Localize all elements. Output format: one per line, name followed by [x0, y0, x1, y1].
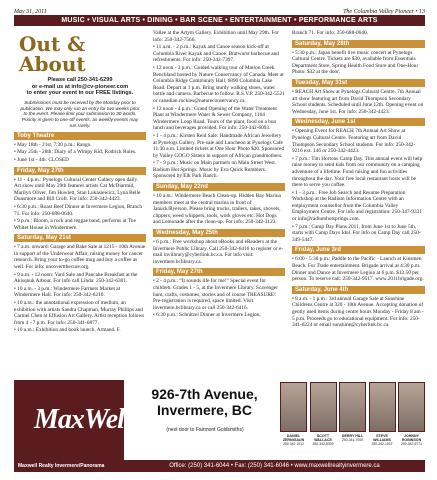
event-item: • 10 a.m. - 3 p.m.: Windermere Farmers Market at Windermere Hall. For info: 250-342-6210. [14, 285, 121, 299]
event-item: • 2 - 4 p.m.: “It sounds life for me!” Special event for children. Grades 1 - 5, at the Invermere Library. Scavenger hunt, crafts, costumes, stories and of course TREASURE! Pre-registration is required, space limited. Visit invermere.bclibrary.ca or call 250-342-6416. [153, 278, 278, 311]
publication-page: The Columbia Valley Pioneer • 13 [343, 9, 425, 15]
date-heading: Friday, June 3rd [292, 246, 425, 254]
event-item: • 10 a.m.: Exhibition and book launch, Armand. F. [14, 327, 121, 334]
event-item: • 11 - 4 p.m.: Pynelogs Cultural Center Gallery open daily. Art show until May 29th features artists Cat McDiarmid, Marilyn Oliver, Jim Howlett, Stan Lukasiewicz, Lyna Belle Dunsmore and Bill Croft. For info: 250-342-4423. [14, 176, 141, 203]
address-city: Invermere, BC [157, 402, 252, 418]
event-item: • 6 p.m.: Free workshop about eBooks and eReaders at the Invermere Public Library. Call 250-342-6416 to register or e-mail inviibrary@cyberlink.bc.ca. For info visit: invermere.bclibrary.ca. [153, 239, 284, 265]
location-tagline: (next door to Fairmont Goldsmiths) [166, 427, 244, 433]
column-2 [153, 30, 285, 320]
date-heading: Wednesday, June 1st [292, 118, 425, 126]
date-heading: Wednesday, May 25th [153, 229, 285, 237]
agent-phone: 250-342-5309 [312, 442, 334, 447]
agent-list [280, 382, 425, 460]
agent-photo [310, 382, 337, 432]
event-item: • 1 - 4 p.m.: Kirsten Reid Sale: Handmade African Jewellery at Pynelogs Gallery. Pre-sale and Luncheon at Pynelogs Cafe 11:30 a.m. Limited tickets at One Hour Photo $20. Sponsored by Valley GOGO Sisters in support of African grandmothers. [153, 132, 285, 159]
agent-photo [280, 382, 307, 432]
event-item: • 7 p.m.: Tim Hortons Camp Day. This annual event will help raise money to send kids from our community on a camping adventure of a lifetime. Fond raising and fun activities throughout the day. Your free local restaurant hosts will be there to serve you coffee. [292, 155, 423, 189]
agent-phone: 250-341-7000 [341, 438, 364, 443]
email-line: or e-mail us at info@cv-pioneer.com [31, 83, 129, 90]
agent-name: JOHNNY ROBINSON [401, 434, 422, 443]
event-item: • 6:30 p.m.: Schnitzel Dinner at Invermere Legion, [153, 312, 261, 319]
agent-card [398, 382, 425, 460]
agent-card [310, 382, 337, 460]
agent-card [280, 382, 307, 460]
address-street: 926-7th Avenue, [151, 386, 258, 402]
agent-name: DANIEL ZERNIGAUN [282, 434, 305, 443]
event-item: • 1 - 3 p.m.: Free Job Search and Resume Preparation Workshop at the Radium Information Centre with an employment counsellor from the Columbia Valley Employment Centre. For info and registration: 250-347-9331 or info@radiumhotsprings.com. [292, 189, 422, 223]
event-item: • 12 noon - 4 p.m.: Grand Opening of the Water Treatment Plant at Windermere Water & Sewer Company, 1164 Windermere Loop Road. Tours of the plant, food on a bun lunch and beverages provided. For info: 250-342-6093. [153, 105, 277, 132]
agent-card [369, 382, 396, 460]
event-item: • May 25th - 28th: Diary of a Wimpy Kid, Rodrick Rules. [14, 149, 137, 156]
event-item: • Opening Event for REACH 7th Annual Art Show at Pynelogs Cultural Centre. Featuring art from David Thompson Secondary School students. For info: 250-342-9216 ext. 146 or 250-342-4423. [292, 128, 416, 155]
agent-photo [369, 382, 396, 432]
event-item: • 7 a.m. onward: Garage and Bake Sale at 1215 - 10th Avenue in support of the Underwear Affair, raising money for cancer research. Bring your to-go coffee mug and buy a coffee as well. For info: uncovertthecure.org. [14, 244, 146, 271]
office-address [132, 386, 277, 418]
event-item: • 6:30 p.m.: Roast Beef Dinner at Invermere Legion, Branch 71. For info: 250-688-0640. [14, 203, 143, 217]
event-item: • May 18th - 21st, 7:30 p.m.: Rango. [14, 141, 92, 148]
agent-name: STEVE WILLIAMS [373, 434, 391, 443]
event-item: • 9 a.m. - 12 noon: Yard Sale and Pancake Breakfast at the Akisqnuk Arbour. For info call Linda: 250-342-6301. [14, 271, 138, 285]
date-heading: Friday, May 27th [14, 167, 146, 175]
page-header [0, 0, 437, 15]
event-item: • 5:30 p.m.: Japan benefit live music concert at Pynelogs Cultural Centre. Tickets are $30, available from Essentials Department Store, Spring Health Food Store and One-Hour Photo. $32 at the door. [292, 49, 419, 76]
contact-line: Office: (250) 341-6044 • Fax: (250) 341-6046 • www.maxwellrealtyinvermere.ca [169, 463, 380, 469]
issue-date: May 31, 2011 [14, 9, 47, 15]
event-item: • June 1st - 4th: CLOSED [14, 156, 69, 163]
date-heading: Toby Theatre [14, 132, 146, 140]
date-heading: Sunday, May 22nd [153, 183, 285, 191]
event-item: • 10 a.m.: Windermere Beach Clean-up. Hidden Bay Marina members meet at the central marina in front of Januck/Ryerson. Please bring trucks, trailers, rakes, shovels, clippers, weed whippers, tools, work gloves etc. Hot Dogs and Lemonade after the clean-up. For info: 250-342-3123. [153, 193, 281, 226]
brand-line: Maxwell Realty Invermere/Panorama [18, 463, 105, 469]
call-line: Please call 250-341-6299 [47, 77, 113, 83]
agent-phone: 250 342 1012 [283, 442, 304, 447]
agent-name: GERRY HILL [341, 434, 364, 438]
page-title: Out & About [19, 32, 86, 76]
event-item: • 7 p.m.: Camp Day Plans 2011, from June 1st to June 5th, starts with Camp Days Idol. For info on Camp Day call 250-349-5447. [292, 223, 421, 243]
date-heading: Tuesday, May 31st [292, 79, 425, 87]
event-item: Branch 71. For info: 250-688-0640. [292, 30, 368, 36]
section-banner: MUSIC • VISUAL ARTS • DINING • BAR SCENE • ENTERTAINMENT • PERFORMANCE ARTS [14, 15, 425, 26]
agent-phone: 250-342-1007 [371, 442, 393, 447]
event-item: • 12 noon - 3 p.m.: Guided walking tour of Marion Creek Benchland hosted by Nature Conservancy of Canada. Meet at Columbia Ridge Community Hall, 6890 Columbia Lake Road. Depart at 1 p.m. Bring sturdy walking shoes, water bottle and camera. Barbecue to follow. R.S.V.P. 250-342-5521 or canadian.rockies@natureconservancy.ca. [153, 64, 285, 104]
agent-photo [339, 382, 366, 432]
date-heading: Saturday, May 28th [292, 40, 425, 48]
event-item: • 10 a.m.: the annotational expression of medium, an exhibition with artists Sandra Chapman, Murray Phillips and Carmel Chen at Effusion Art Gallery. Artist reception follows from 4 - 7 p.m. For info: 250-341-6877. [14, 300, 145, 326]
agent-photo [398, 382, 425, 432]
column-3 [292, 30, 425, 330]
column-1 [14, 30, 146, 335]
ad-footer [14, 460, 425, 472]
agent-name: SCOTT WALLACE [314, 434, 332, 443]
date-heading: Friday, May 27th [153, 268, 285, 276]
logo-wordmark: MaxWell [34, 404, 131, 435]
event-item: • 11 a.m. - 2 p.m.: Kayak and Canoe season kick-off at Columbia River Kayak and Canoe. Bratwurst barbecue and refreshments. For info: 250-342-7397. [153, 44, 279, 64]
event-item: • 6:00 - 5:30 p.m.: Paddle to the Pacific - Launch at Kinsmen Beach. Fur Trade entertainment. Brigade arrival at 4:30 p.m. Dinner and Dance at Invermere Legion at 6 p.m. $12.50 per person. To reserve call: 250-342-9517. www.2011brigade.org. [292, 256, 424, 283]
event-item: Vallee at the Artym Gallery. Exhibition until May 29th. For info: 250-342-7566. [153, 30, 279, 43]
event-item: • 7 - 9 p.m.: Music on Main partners on Main Street West. Radium Hot Springs. Music by Eva Quick Rumblers. Sponsored by Elk Park Ranch. [153, 160, 276, 180]
maxwell-logo [14, 380, 131, 460]
date-heading: Saturday, May 21st [14, 234, 146, 242]
submission-note: Submissions must be received by the Monday prior to publication. We may only run an entry for two weeks prior to the event. Please limit your submission to 30 words. Priority is given to one-off events, as weekly events may run rarely. [20, 99, 140, 128]
agent-phone: 250-342-5771 [400, 442, 423, 447]
event-item: • 9 p.m.: Bloom, a rock and reggae band, performs at The Whitet House in Windermere. [14, 218, 136, 231]
agent-card [339, 382, 366, 460]
maxwell-realty-ad [14, 380, 425, 472]
listing-line: to enter your event in our FREE listings. [26, 90, 134, 97]
event-item: • REACH Art Show at Pynelogs Cultural Centre. 7th Annual art show featuring art from David Thompson Secondary School students. Scheduled until June 12th. Opening event on Wednesday, June 1st. For info: 250-342-4423. [292, 88, 424, 115]
date-heading: Saturday, June 4th [292, 286, 425, 294]
event-item: • 8 a.m. - 1 p.m.: 3rd annual Garage Sale at Sunshine Childrens Centre at 320 - 10th Avenue. Accepting donation of gently used items during centre hours Monday - Friday 8 am - 5 p.m. Proceeds go to educational equipment. For info: 250-341-6224 or email sunshine@cyberlink.bc.ca. [292, 295, 424, 329]
